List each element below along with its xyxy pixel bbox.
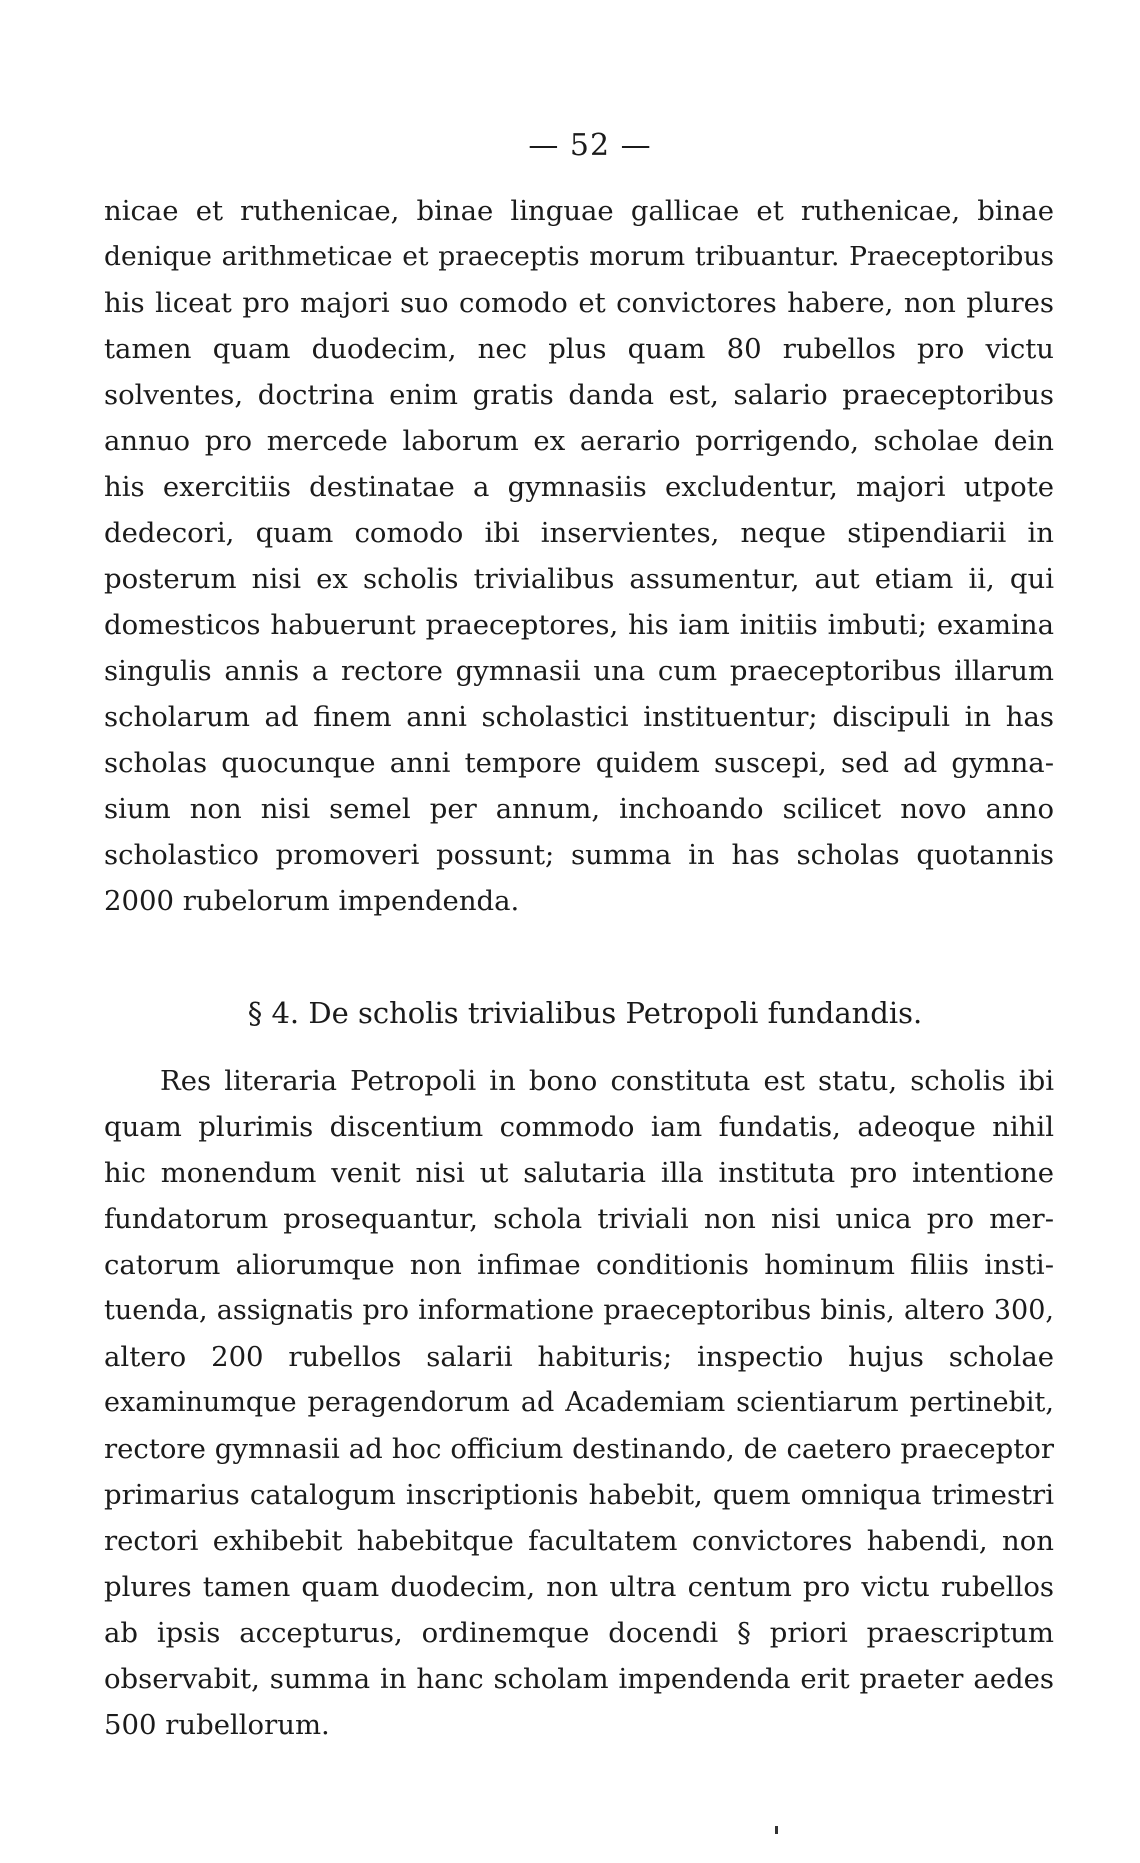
- text-line: plures tamen quam duodecim, non ultra centum pro victu rubellos: [104, 1571, 1054, 1603]
- text-line: his liceat pro majori suo comodo et convictores habere, non plures: [104, 287, 1054, 319]
- text-line: sium non nisi semel per annum, inchoando scilicet novo anno: [104, 793, 1054, 825]
- text-line: observabit, summa in hanc scholam impendenda erit praeter aedes: [104, 1663, 1054, 1695]
- paragraph-2: [104, 1058, 1054, 1748]
- text-line: scholastico promoveri possunt; summa in has scholas quotannis: [104, 839, 1054, 871]
- text-line: 500 rubellorum.: [104, 1709, 330, 1741]
- text-line: tamen quam duodecim, nec plus quam 80 rubellos pro victu: [104, 333, 1054, 365]
- text-line: fundatorum prosequantur, schola triviali non nisi unica pro mer-: [104, 1203, 1054, 1235]
- section-heading: § 4. De scholis trivialibus Petropoli fundandis.: [247, 996, 923, 1030]
- text-line: altero 200 rubellos salarii habituris; inspectio hujus scholae: [104, 1341, 1054, 1373]
- text-line: 2000 rubelorum impendenda.: [104, 885, 520, 917]
- text-line: singulis annis a rectore gymnasii una cum praeceptoribus illarum: [104, 655, 1054, 687]
- text-line: dedecori, quam comodo ibi inservientes, neque stipendiarii in: [104, 517, 1054, 549]
- text-line: domesticos habuerunt praeceptores, his iam initiis imbuti; examina: [104, 609, 1054, 641]
- text-line: solventes, doctrina enim gratis danda est, salario praeceptoribus: [104, 379, 1054, 411]
- text-line: examinumque peragendorum ad Academiam scientiarum pertinebit,: [104, 1387, 1054, 1418]
- text-line: posterum nisi ex scholis trivialibus assumentur, aut etiam ii, qui: [104, 563, 1054, 595]
- text-line: Res literaria Petropoli in bono constituta est statu, scholis ibi: [160, 1065, 1054, 1097]
- text-line: denique arithmeticae et praeceptis morum tribuantur. Praeceptoribus: [104, 241, 1054, 272]
- text-line: quam plurimis discentium commodo iam fundatis, adeoque nihil: [104, 1111, 1054, 1143]
- paragraph-1: [104, 188, 1054, 924]
- text-line: nicae et ruthenicae, binae linguae gallicae et ruthenicae, binae: [104, 195, 1054, 227]
- text-line: tuenda, assignatis pro informatione praeceptoribus binis, altero 300,: [104, 1295, 1054, 1326]
- print-speck: [775, 1826, 778, 1834]
- text-line: scholas quocunque anni tempore quidem suscepi, sed ad gymna-: [104, 747, 1054, 779]
- text-line: hic monendum venit nisi ut salutaria illa instituta pro intentione: [104, 1157, 1054, 1189]
- text-line: catorum aliorumque non infimae conditionis hominum filiis insti-: [104, 1249, 1054, 1281]
- text-line: primarius catalogum inscriptionis habebit, quem omniqua trimestri: [104, 1479, 1054, 1511]
- text-line: ab ipsis accepturus, ordinemque docendi § priori praescriptum: [104, 1617, 1054, 1649]
- text-line: annuo pro mercede laborum ex aerario porrigendo, scholae dein: [104, 425, 1054, 457]
- page-number: — 52 —: [528, 128, 652, 163]
- text-line: his exercitiis destinatae a gymnasiis excludentur, majori utpote: [104, 471, 1054, 503]
- text-line: rectore gymnasii ad hoc officium destinando, de caetero praeceptor: [104, 1433, 1054, 1465]
- text-line: scholarum ad finem anni scholastici instituentur; discipuli in has: [104, 701, 1054, 733]
- text-line: rectori exhibebit habebitque facultatem convictores habendi, non: [104, 1525, 1054, 1557]
